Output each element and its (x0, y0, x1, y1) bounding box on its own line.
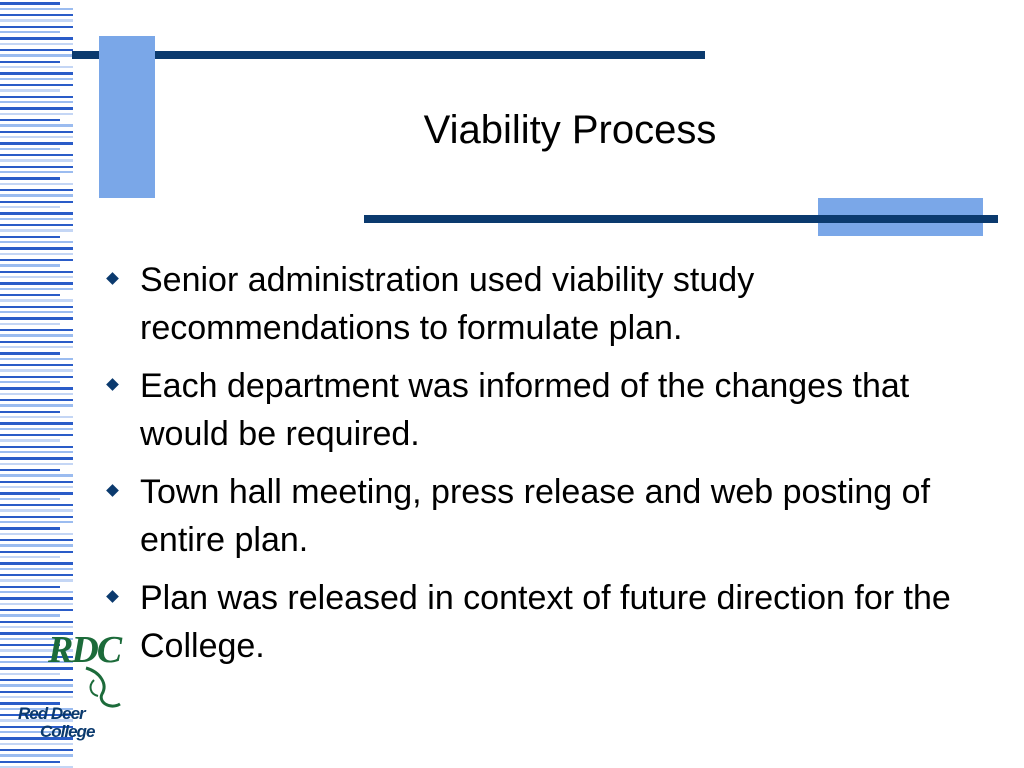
stripe-line (0, 603, 73, 605)
stripe-line (0, 486, 73, 488)
stripe-line (0, 241, 73, 243)
stripe-line (0, 597, 73, 600)
stripe-line (0, 282, 73, 285)
top-rule (72, 51, 705, 59)
stripe-line (0, 481, 73, 483)
stripe-line (0, 399, 73, 401)
stripe-line (0, 609, 73, 611)
stripe-line (0, 299, 73, 302)
stripe-line (0, 43, 73, 45)
red-deer-college-logo (14, 628, 126, 748)
stripe-line (0, 131, 73, 133)
stripe-line (0, 492, 73, 495)
stripe-line (0, 749, 73, 751)
stripe-line (0, 142, 73, 145)
stripe-line (0, 551, 73, 553)
slide-title: Viability Process (423, 108, 717, 152)
stripe-line (0, 113, 73, 115)
stripe-line (0, 271, 73, 273)
bullet-item (104, 468, 984, 564)
stripe-line (0, 259, 73, 261)
stripe-line (0, 574, 73, 576)
stripe-line (0, 754, 73, 757)
stripe-line (0, 89, 60, 92)
bullet-text: Senior administration used viability study recommendations to formulate plan. (140, 261, 755, 347)
stripe-line (0, 212, 73, 215)
stripe-line (0, 224, 73, 226)
stripe-line (0, 591, 73, 593)
stripe-line (0, 352, 60, 355)
bullet-item (104, 256, 984, 352)
stripe-line (0, 411, 60, 413)
stripe-line (0, 369, 73, 372)
stripe-line (0, 404, 73, 407)
stripe-line (0, 26, 73, 28)
stripe-line (0, 124, 73, 127)
stripe-line (0, 206, 60, 208)
diamond-bullet-icon (106, 378, 119, 391)
diamond-bullet-icon (106, 590, 119, 603)
stripe-line (0, 434, 73, 436)
bullet-item (104, 574, 984, 670)
stripe-line (0, 288, 73, 290)
stripe-line (0, 346, 73, 348)
stripe-line (0, 229, 73, 232)
logo-name-line2: College (40, 722, 95, 741)
bullet-text: Plan was released in context of future direction for the College. (140, 579, 951, 665)
stripe-line (0, 586, 60, 588)
stripe-line (0, 509, 73, 512)
stripe-line (0, 78, 73, 80)
bottom-rule (364, 215, 998, 223)
stripe-line (0, 177, 60, 180)
stripe-line (0, 516, 73, 518)
stripe-line (0, 166, 73, 168)
stripe-line (0, 761, 60, 763)
stripe-line (0, 439, 60, 442)
stripe-line (0, 72, 73, 75)
stripe-line (0, 31, 60, 33)
stripe-line (0, 37, 73, 40)
stripe-line (0, 66, 73, 68)
stripe-line (0, 387, 73, 390)
deer-swirl-icon (80, 664, 124, 714)
stripe-line (0, 294, 60, 296)
stripe-line (0, 189, 73, 191)
stripe-line (0, 171, 73, 173)
stripe-line (0, 457, 73, 460)
stripe-line (0, 101, 73, 103)
stripe-line (0, 539, 73, 541)
stripe-line (0, 562, 73, 565)
stripe-line (0, 218, 73, 220)
stripe-line (0, 306, 73, 308)
stripe-line (0, 364, 73, 366)
stripe-line (0, 154, 73, 156)
stripe-line (0, 451, 73, 453)
bullet-text: Town hall meeting, press release and web posting of entire plan. (140, 473, 931, 559)
stripe-line (0, 317, 73, 320)
stripe-line (0, 136, 73, 138)
stripe-line (0, 556, 60, 558)
stripe-line (0, 201, 73, 203)
stripe-line (0, 19, 73, 22)
stripe-line (0, 568, 73, 570)
stripe-line (0, 474, 73, 477)
stripe-line (0, 84, 73, 86)
stripe-line (0, 247, 73, 250)
stripe-line (0, 621, 73, 623)
stripe-line (0, 334, 73, 337)
stripe-line (0, 159, 73, 162)
stripe-line (0, 504, 73, 506)
stripe-line (0, 533, 73, 535)
stripe-line (0, 194, 73, 197)
stripe-line (0, 148, 60, 150)
stripe-line (0, 61, 60, 63)
stripe-line (0, 422, 73, 425)
stripe-line (0, 544, 73, 547)
stripe-line (0, 521, 73, 523)
stripe-line (0, 183, 73, 185)
stripe-line (0, 463, 73, 465)
stripe-line (0, 253, 73, 255)
stripe-line (0, 119, 60, 121)
stripe-line (0, 236, 60, 238)
diamond-bullet-icon (106, 272, 119, 285)
stripe-line (0, 416, 73, 418)
stripe-line (0, 54, 73, 57)
accent-block-vertical (99, 36, 155, 198)
stripe-line (0, 2, 60, 5)
logo-monogram: RDC (48, 629, 121, 671)
stripe-line (0, 329, 73, 331)
stripe-line (0, 376, 73, 378)
stripe-line (0, 428, 73, 430)
stripe-line (0, 358, 73, 360)
stripe-line (0, 311, 73, 313)
stripe-line (0, 14, 73, 16)
stripe-line (0, 276, 73, 278)
bullet-item (104, 362, 984, 458)
stripe-line (0, 107, 73, 110)
diamond-bullet-icon (106, 484, 119, 497)
stripe-line (0, 381, 60, 383)
stripe-line (0, 614, 60, 617)
stripe-line (0, 264, 60, 267)
bullet-text: Each department was informed of the changes that would be required. (140, 367, 910, 453)
stripe-line (0, 446, 73, 448)
stripe-line (0, 393, 73, 395)
bullet-list (104, 256, 984, 680)
stripe-line (0, 579, 73, 582)
stripe-line (0, 8, 73, 10)
stripe-line (0, 469, 60, 471)
stripe-line (0, 341, 73, 343)
stripe-line (0, 527, 60, 530)
logo-name-line1: Red Deer (18, 704, 85, 723)
stripe-line (0, 96, 73, 98)
stripe-line (0, 498, 60, 500)
stripe-line (0, 49, 73, 51)
stripe-line (0, 323, 60, 325)
